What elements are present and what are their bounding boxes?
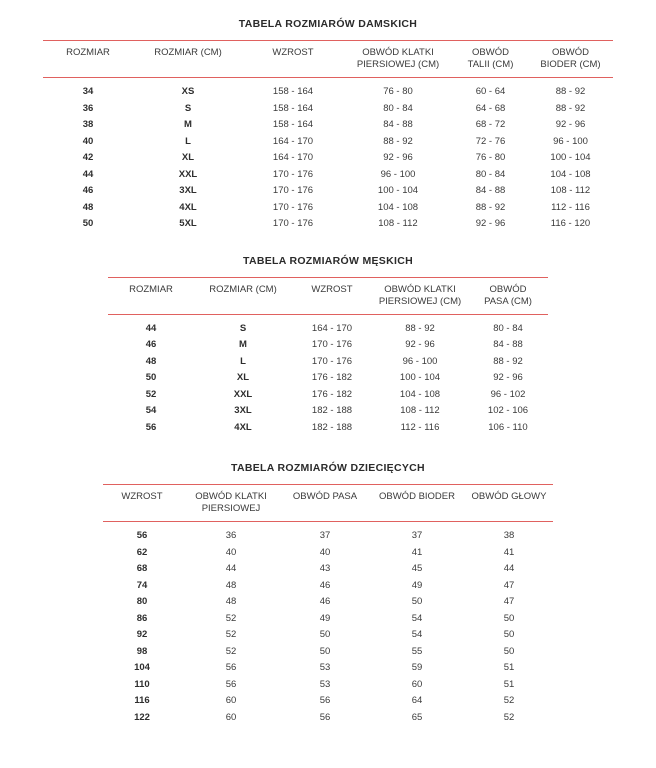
cell-size: 48: [82, 201, 94, 213]
cell-hips: 92 - 96: [555, 119, 586, 130]
header-line: ROZMIAR: [129, 283, 173, 295]
men-table-body: [108, 314, 548, 436]
cell-size: 38: [82, 119, 94, 130]
cell-height: 68: [136, 563, 148, 574]
header-line: OBWÓD BIODER: [378, 491, 455, 502]
kids-size-table: [103, 484, 553, 726]
table-row: [108, 314, 548, 337]
column-header: [181, 485, 281, 522]
cell-chest: 60: [225, 695, 237, 706]
header-line: ROZMIAR (CM): [209, 283, 277, 295]
cell-head: 50: [503, 629, 515, 640]
cell-chest: 36: [225, 530, 237, 541]
cell-waist: 53: [319, 662, 331, 673]
women-table-head: [43, 41, 613, 78]
women-size-table: [43, 40, 613, 233]
men-size-table: [108, 277, 548, 437]
cell-height: 98: [136, 645, 148, 657]
table-row: [103, 693, 553, 710]
women-table-body: [43, 78, 613, 233]
cell-hips: 100 - 104: [550, 152, 591, 163]
cell-height: 170 - 176: [311, 339, 353, 350]
column-header: [292, 277, 372, 314]
cell-hips: 112 - 116: [551, 201, 590, 213]
cell-height: 170 - 176: [272, 168, 314, 180]
cell-waist: 64 - 68: [475, 102, 506, 114]
cell-size: 44: [145, 322, 157, 334]
cell-size-cm: S: [239, 322, 247, 334]
cell-chest: 112 - 116: [400, 421, 440, 433]
header-line: OBWÓD PASA: [292, 491, 358, 502]
cell-waist: 37: [319, 530, 331, 541]
cell-waist: 68 - 72: [475, 119, 506, 130]
header-line: PIERSIOWEJ (CM): [378, 295, 462, 307]
table-row: [103, 644, 553, 661]
cell-size: 44: [82, 168, 94, 180]
cell-hips: 54: [411, 629, 423, 640]
column-header: [528, 41, 613, 78]
cell-hips: 59: [411, 662, 423, 673]
kids-size-chart-section: [0, 462, 656, 726]
cell-size-cm: XL: [181, 152, 195, 163]
cell-height: 158 - 164: [272, 86, 314, 97]
table-row: [108, 387, 548, 404]
header-line: WZROST: [121, 491, 163, 502]
cell-waist: 46: [319, 579, 331, 591]
cell-hips: 65: [411, 711, 423, 723]
cell-size-cm: XL: [236, 372, 250, 383]
table-row: [103, 611, 553, 628]
table-row: [43, 167, 613, 184]
cell-chest: 104 - 108: [377, 201, 419, 213]
cell-chest: 44: [225, 563, 237, 574]
column-header: [103, 485, 181, 522]
cell-height: 158 - 164: [272, 119, 314, 130]
cell-size-cm: XXL: [178, 168, 198, 180]
kids-table-body: [103, 522, 553, 727]
table-row: [43, 101, 613, 118]
cell-waist: 40: [319, 546, 331, 558]
cell-height: 86: [136, 612, 148, 624]
cell-chest: 108 - 112: [400, 405, 440, 416]
cell-head: 41: [503, 546, 515, 558]
cell-size: 46: [145, 339, 157, 350]
column-header: [281, 485, 369, 522]
cell-chest: 52: [225, 645, 237, 657]
cell-size: 54: [145, 405, 157, 416]
cell-waist: 53: [319, 678, 331, 690]
table-row: [103, 578, 553, 595]
table-row: [103, 627, 553, 644]
cell-size: 42: [82, 152, 94, 163]
column-header: [243, 41, 343, 78]
table-row: [108, 354, 548, 371]
cell-height: 170 - 176: [272, 218, 314, 229]
cell-waist: 49: [319, 612, 331, 624]
cell-hips: 88 - 92: [555, 86, 586, 97]
cell-hips: 54: [411, 612, 423, 624]
kids-table-head: [103, 485, 553, 522]
table-header-row: [108, 277, 548, 314]
column-header: [43, 41, 133, 78]
cell-chest: 92 - 96: [383, 152, 413, 163]
table-row: [103, 660, 553, 677]
table-row: [43, 78, 613, 101]
cell-height: 164 - 170: [272, 135, 314, 147]
cell-chest: 40: [225, 546, 237, 558]
header-line: OBWÓD: [489, 283, 527, 295]
cell-head: 52: [503, 711, 515, 723]
table-row: [43, 117, 613, 134]
cell-head: 50: [503, 645, 515, 657]
table-row: [108, 403, 548, 420]
column-header: [453, 41, 528, 78]
cell-size-cm: XS: [181, 86, 195, 97]
cell-size-cm: S: [184, 102, 192, 114]
cell-waist: 72 - 76: [475, 135, 506, 147]
cell-chest: 60: [225, 711, 237, 723]
cell-chest: 48: [225, 596, 237, 607]
cell-height: 104: [134, 662, 150, 673]
cell-waist: 43: [319, 563, 331, 574]
cell-waist: 92 - 96: [493, 372, 523, 383]
cell-head: 51: [503, 662, 515, 673]
cell-size-cm: L: [240, 355, 246, 367]
cell-waist: 56: [319, 695, 331, 706]
size-charts-page: [0, 18, 656, 726]
cell-waist: 96 - 102: [490, 388, 526, 400]
cell-chest: 88 - 92: [405, 322, 435, 334]
cell-chest: 48: [225, 579, 237, 591]
header-line: ROZMIAR: [66, 47, 110, 58]
cell-height: 170 - 176: [272, 185, 314, 196]
cell-waist: 50: [319, 645, 331, 657]
header-line: PIERSIOWEJ (CM): [356, 59, 440, 70]
cell-chest: 52: [225, 629, 237, 640]
cell-hips: 41: [411, 546, 423, 558]
cell-waist: 80 - 84: [475, 168, 506, 180]
table-row: [108, 337, 548, 354]
cell-size-cm: M: [184, 119, 192, 130]
header-line: WZROST: [272, 47, 314, 58]
cell-chest: 92 - 96: [405, 339, 435, 350]
kids-chart-title: TABELA ROZMIARÓW DZIECIĘCYCH: [231, 462, 425, 474]
cell-chest: 52: [225, 612, 237, 624]
cell-size-cm: 4XL: [234, 421, 252, 433]
men-size-chart-section: [0, 255, 656, 437]
header-line: OBWÓD KLATKI: [384, 283, 456, 295]
cell-chest: 96 - 100: [380, 168, 416, 180]
table-row: [43, 150, 613, 167]
cell-chest: 96 - 100: [402, 355, 438, 367]
column-header: [343, 41, 453, 78]
cell-hips: 108 - 112: [550, 185, 591, 196]
cell-head: 52: [503, 695, 515, 706]
cell-waist: 46: [319, 596, 331, 607]
table-row: [103, 677, 553, 694]
table-row: [108, 370, 548, 387]
cell-height: 80: [136, 596, 148, 607]
cell-waist: 84 - 88: [475, 185, 506, 196]
cell-height: 116: [134, 695, 150, 706]
header-line: PASA (CM): [484, 295, 532, 307]
table-row: [43, 134, 613, 151]
cell-waist: 50: [319, 629, 331, 640]
cell-hips: 88 - 92: [555, 102, 586, 114]
cell-size: 50: [145, 372, 157, 383]
cell-height: 182 - 188: [311, 421, 353, 433]
table-row: [103, 594, 553, 611]
cell-height: 110: [134, 678, 150, 690]
cell-height: 170 - 176: [272, 201, 314, 213]
cell-height: 92: [136, 629, 148, 640]
table-row: [43, 183, 613, 200]
cell-size: 56: [145, 421, 157, 433]
cell-size: 48: [145, 355, 157, 367]
table-header-row: [43, 41, 613, 78]
cell-size: 50: [82, 218, 94, 229]
cell-hips: 96 - 100: [553, 135, 588, 147]
men-table-head: [108, 277, 548, 314]
table-row: [108, 420, 548, 437]
table-row: [103, 545, 553, 562]
cell-waist: 92 - 96: [475, 218, 506, 229]
column-header: [108, 277, 194, 314]
cell-hips: 116 - 120: [550, 218, 591, 229]
header-line: OBWÓD GŁOWY: [471, 491, 547, 502]
table-row: [43, 200, 613, 217]
column-header: [133, 41, 243, 78]
cell-height: 122: [134, 711, 150, 723]
cell-hips: 50: [411, 596, 423, 607]
cell-waist: 88 - 92: [493, 355, 523, 367]
cell-head: 51: [503, 678, 515, 690]
cell-waist: 56: [319, 711, 331, 723]
cell-hips: 64: [411, 695, 423, 706]
cell-height: 176 - 182: [311, 372, 353, 383]
cell-chest: 56: [225, 678, 237, 690]
cell-head: 47: [503, 579, 515, 591]
header-line: OBWÓD KLATKI: [195, 491, 267, 502]
women-size-chart-section: [0, 18, 656, 233]
cell-hips: 104 - 108: [550, 168, 591, 180]
cell-hips: 45: [411, 563, 423, 574]
cell-chest: 84 - 88: [383, 119, 413, 130]
cell-waist: 88 - 92: [475, 201, 506, 213]
header-line: OBWÓD: [552, 47, 589, 58]
cell-waist: 84 - 88: [493, 339, 523, 350]
table-row: [43, 216, 613, 233]
cell-height: 164 - 170: [311, 322, 353, 334]
cell-chest: 100 - 104: [377, 185, 419, 196]
cell-size-cm: 3XL: [234, 405, 252, 416]
cell-size: 40: [82, 135, 94, 147]
cell-height: 170 - 176: [311, 355, 353, 367]
column-header: [465, 485, 553, 522]
cell-size: 52: [145, 388, 157, 400]
cell-chest: 76 - 80: [383, 86, 413, 97]
cell-hips: 37: [411, 530, 423, 541]
cell-height: 56: [136, 530, 148, 541]
cell-waist: 60 - 64: [475, 86, 506, 97]
cell-hips: 55: [411, 645, 423, 657]
header-line: OBWÓD: [472, 47, 509, 58]
cell-chest: 80 - 84: [383, 102, 413, 114]
column-header: [369, 485, 465, 522]
women-chart-title: TABELA ROZMIARÓW DAMSKICH: [238, 18, 418, 30]
cell-head: 44: [503, 563, 515, 574]
cell-size: 36: [82, 102, 94, 114]
table-row: [103, 710, 553, 727]
cell-head: 47: [503, 596, 515, 607]
cell-chest: 108 - 112: [378, 218, 418, 229]
cell-waist: 106 - 110: [488, 421, 528, 433]
cell-waist: 76 - 80: [475, 152, 506, 163]
cell-head: 50: [503, 612, 515, 624]
column-header: [372, 277, 468, 314]
cell-height: 164 - 170: [272, 152, 314, 163]
table-row: [103, 561, 553, 578]
table-header-row: [103, 485, 553, 522]
header-line: ROZMIAR (CM): [154, 47, 222, 58]
men-chart-title: TABELA ROZMIARÓW MĘSKICH: [243, 254, 413, 267]
cell-hips: 60: [411, 678, 423, 690]
cell-size-cm: 4XL: [179, 201, 197, 213]
cell-chest: 56: [225, 662, 237, 673]
header-line: TALII (CM): [467, 59, 514, 70]
cell-hips: 49: [411, 579, 423, 591]
cell-size: 34: [82, 86, 94, 97]
cell-size-cm: 5XL: [179, 218, 197, 229]
cell-size-cm: L: [185, 135, 191, 147]
cell-height: 182 - 188: [311, 405, 353, 416]
column-header: [468, 277, 548, 314]
header-line: OBWÓD KLATKI: [362, 47, 434, 58]
cell-head: 38: [503, 530, 515, 541]
cell-size-cm: 3XL: [179, 185, 197, 196]
header-line: PIERSIOWEJ: [201, 503, 261, 514]
table-row: [103, 522, 553, 545]
cell-height: 176 - 182: [311, 388, 353, 400]
cell-waist: 102 - 106: [487, 405, 529, 416]
cell-waist: 80 - 84: [493, 322, 523, 334]
cell-size-cm: XXL: [233, 388, 253, 400]
cell-height: 158 - 164: [272, 102, 314, 114]
column-header: [194, 277, 292, 314]
cell-size-cm: M: [239, 339, 247, 350]
cell-height: 62: [136, 546, 148, 558]
cell-height: 74: [136, 579, 148, 591]
cell-chest: 104 - 108: [399, 388, 441, 400]
header-line: WZROST: [311, 283, 353, 295]
cell-chest: 88 - 92: [383, 135, 413, 147]
cell-chest: 100 - 104: [399, 372, 441, 383]
header-line: BIODER (CM): [540, 59, 601, 70]
cell-size: 46: [82, 185, 94, 196]
